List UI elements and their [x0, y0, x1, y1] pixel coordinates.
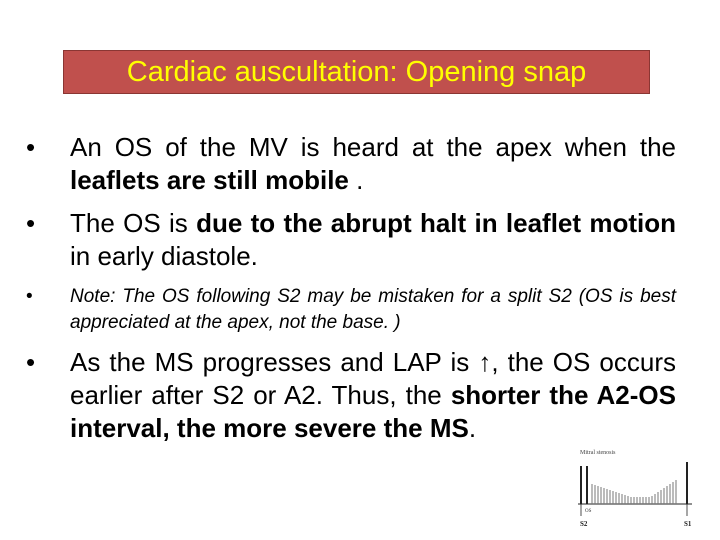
title-banner [63, 50, 650, 94]
bullet-text-bold: shorter the A2-OS interval, the more severe the MS [70, 380, 676, 443]
s2-label: S2 [580, 520, 588, 528]
phonocardiogram-figure [570, 446, 700, 530]
bullet-dot: • [26, 286, 33, 307]
bullet-text [70, 131, 676, 197]
s1-label: S1 [684, 520, 692, 528]
bullet-text [70, 346, 676, 445]
bullet-text-segment: Note: The OS following S2 may be mistaken for a split S2 (OS is best appreciated at the apex, not the base. ) [70, 286, 676, 333]
os-label: OS [585, 509, 592, 514]
bullet-item [26, 207, 676, 273]
phono-caption: Mitral stenosis [580, 450, 616, 456]
diastolic-murmur [592, 480, 676, 504]
bullet-text-segment: An OS of the MV is heard at the apex when the [70, 132, 676, 162]
bullet-dot: • [26, 347, 36, 377]
bullet-text-bold: leaflets are still mobile [70, 165, 349, 195]
bullet-text-segment: in early diastole. [70, 241, 258, 271]
bullet-dot: • [26, 132, 36, 162]
bullet-text [70, 207, 676, 273]
bullet-item [26, 131, 676, 197]
bullet-text-segment: . [348, 165, 364, 195]
bullet-dot: • [26, 208, 36, 238]
bullet-item-note [26, 284, 676, 336]
bullet-text-bold: due to the abrupt halt in leaflet motion [196, 208, 676, 238]
bullet-text [70, 284, 676, 336]
bullet-item [26, 346, 676, 445]
bullet-text-segment: . [468, 413, 477, 443]
bullet-text-segment: As the MS progresses and LAP is ↑, the OS occurs earlier after S2 or A2. Thus, the [70, 347, 676, 410]
bullet-text-segment: The OS is [70, 208, 197, 238]
slide-title: Cardiac auscultation: Opening snap [126, 55, 587, 88]
